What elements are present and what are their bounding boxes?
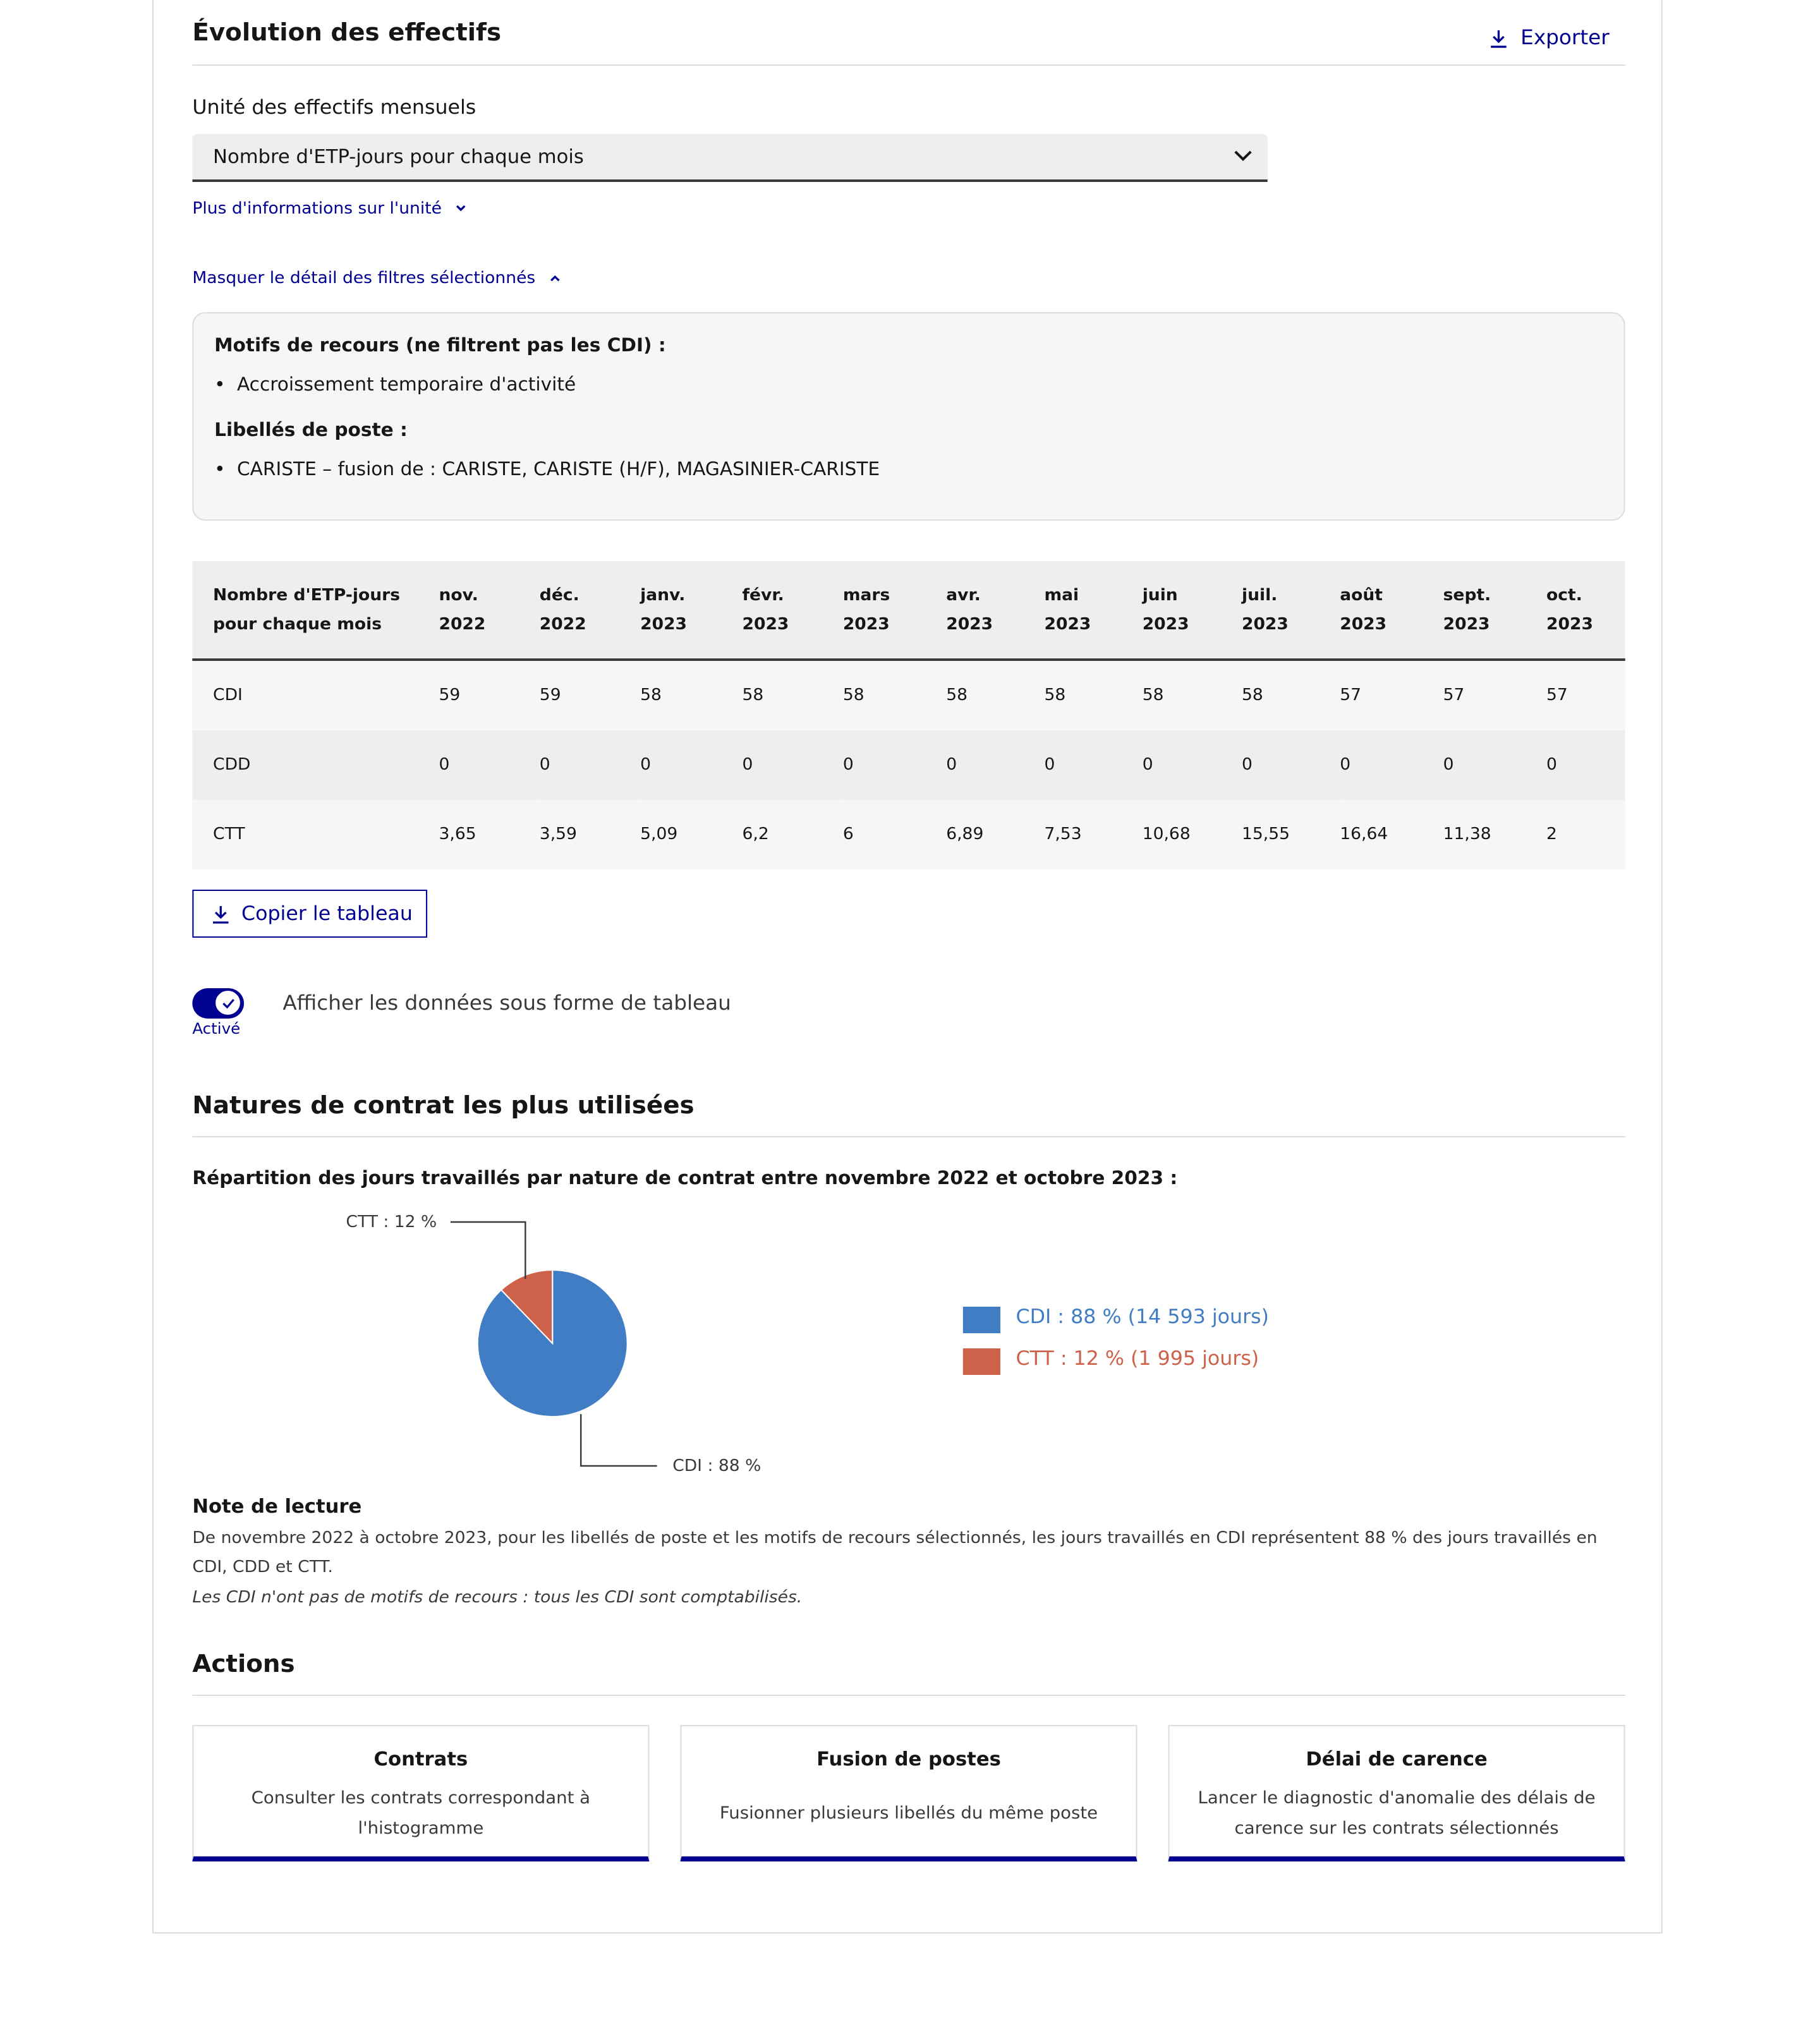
table-cell: 15,55 [1242, 800, 1340, 869]
hide-filters-label: Masquer le détail des filtres sélectionnés [192, 269, 536, 288]
month-label: sept. [1443, 586, 1491, 605]
callout-line-cdi [581, 1414, 657, 1466]
table-cell: 59 [540, 660, 640, 730]
table-cell: 5,09 [640, 800, 742, 869]
table-cell: 0 [540, 730, 640, 800]
table-cell: 0 [843, 730, 946, 800]
month-label: juin [1142, 586, 1178, 605]
table-cell: 58 [1242, 660, 1340, 730]
year-label: 2023 [1340, 615, 1387, 634]
month-label: juil. [1241, 586, 1278, 605]
table-cell: 0 [1546, 730, 1625, 800]
month-label: mai [1044, 586, 1079, 605]
table-cell: 10,68 [1143, 800, 1242, 869]
table-cell: 0 [742, 730, 842, 800]
year-label: 2023 [1241, 615, 1289, 634]
note-italic: Les CDI n'ont pas de motifs de recours : tous les CDI sont comptabilisés. [192, 1588, 803, 1607]
table-cell: 3,59 [540, 800, 640, 869]
year-label: 2023 [1142, 615, 1189, 634]
table-cell: 58 [946, 660, 1044, 730]
year-label: 2023 [742, 615, 789, 634]
filter-postes-title: Libellés de poste : [214, 421, 408, 441]
month-label: nov. [439, 586, 478, 605]
table-cell: 11,38 [1443, 800, 1546, 869]
year-label: 2023 [1443, 615, 1490, 634]
note-text: De novembre 2022 à octobre 2023, pour les libellés de poste et les motifs de recours sélectionnés, les jours travaillés en CDI représentent 88 % des jours travaillés en [192, 1529, 1598, 1548]
filter-poste-item: • CARISTE – fusion de : CARISTE, CARISTE (H/F), MAGASINIER-CARISTE [214, 460, 880, 480]
legend-entry-ctt: CTT : 12 % (1 995 jours) [1016, 1347, 1259, 1370]
section-title-actions: Actions [192, 1650, 295, 1678]
copy-table-label: Copier le tableau [241, 902, 413, 925]
action-card-desc: carence sur les contrats sélectionnés [1234, 1818, 1559, 1839]
month-label: déc. [539, 586, 579, 605]
year-label: 2023 [640, 615, 688, 634]
row-label: CDD [192, 730, 439, 800]
table-cell: 58 [1044, 660, 1142, 730]
table-cell: 58 [843, 660, 946, 730]
legend-swatch-cdi [963, 1307, 1000, 1333]
table-cell: 0 [439, 730, 539, 800]
month-label: janv. [640, 586, 686, 605]
pie-callout-cdi: CDI : 88 % [672, 1457, 761, 1476]
table-cell: 0 [1044, 730, 1142, 800]
table-cell: 0 [640, 730, 742, 800]
section-title-effectifs: Évolution des effectifs [192, 19, 502, 47]
table-cell: 16,64 [1340, 800, 1443, 869]
row-label: CTT [192, 800, 439, 869]
year-label: 2023 [842, 615, 890, 634]
action-card-desc: Lancer le diagnostic d'anomalie des délais de [1198, 1788, 1596, 1808]
table-cell: 3,65 [439, 800, 539, 869]
export-label: Exporter [1520, 25, 1610, 49]
action-card-title: Contrats [373, 1748, 468, 1770]
chart-subtitle: Répartition des jours travaillés par nature de contrat entre novembre 2022 et octobre 2023 : [192, 1169, 1178, 1189]
table-cell: 2 [1546, 800, 1625, 869]
table-cell: 0 [1143, 730, 1242, 800]
table-cell: 58 [742, 660, 842, 730]
legend-entry-cdi: CDI : 88 % (14 593 jours) [1016, 1305, 1269, 1328]
unit-select-value: Nombre d'ETP-jours pour chaque mois [213, 145, 584, 168]
action-card-contrats[interactable] [192, 1725, 649, 1861]
header-label-line: Nombre d'ETP-jours [213, 586, 401, 605]
more-info-label: Plus d'informations sur l'unité [192, 200, 442, 219]
month-label: mars [842, 586, 890, 605]
month-label: août [1340, 586, 1383, 605]
year-label: 2022 [539, 615, 586, 634]
table-cell: 59 [439, 660, 539, 730]
action-card-desc: l'histogramme [358, 1818, 484, 1839]
toggle-state-label: Activé [192, 1020, 241, 1038]
action-card-delai-carence[interactable] [1168, 1725, 1625, 1861]
divider [192, 1695, 1625, 1696]
pie-callout-ctt: CTT : 12 % [346, 1213, 437, 1232]
month-label: févr. [742, 586, 784, 605]
table-cell: 57 [1546, 660, 1625, 730]
header-label-line: pour chaque mois [213, 615, 382, 634]
note-text-continued: CDI, CDD et CTT. [192, 1558, 333, 1577]
action-card-title: Délai de carence [1306, 1748, 1488, 1770]
table-cell: 0 [946, 730, 1044, 800]
table-cell: 57 [1340, 660, 1443, 730]
action-card-desc: Fusionner plusieurs libellés du même poste [719, 1803, 1098, 1824]
year-label: 2023 [1044, 615, 1091, 634]
year-label: 2023 [1546, 615, 1593, 634]
legend-swatch-ctt [963, 1348, 1000, 1375]
table-cell: 58 [1143, 660, 1242, 730]
action-card-title: Fusion de postes [816, 1748, 1001, 1770]
callout-line-ctt [451, 1222, 525, 1279]
toggle-label: Afficher les données sous forme de tableau [282, 991, 731, 1015]
row-label: CDI [192, 660, 439, 730]
unit-label: Unité des effectifs mensuels [192, 96, 476, 119]
table-cell: 0 [1242, 730, 1340, 800]
action-card-desc: Consulter les contrats correspondant à [251, 1788, 591, 1808]
table-cell: 6,89 [946, 800, 1044, 869]
action-card-fusion-postes[interactable] [680, 1725, 1137, 1861]
year-label: 2023 [946, 615, 993, 634]
table-cell: 6,2 [742, 800, 842, 869]
year-label: 2022 [439, 615, 486, 634]
table-cell: 6 [843, 800, 946, 869]
month-label: oct. [1546, 586, 1582, 605]
note-title: Note de lecture [192, 1495, 362, 1518]
table-cell: 0 [1340, 730, 1443, 800]
table-cell: 0 [1443, 730, 1546, 800]
filter-motif-item: • Accroissement temporaire d'activité [214, 375, 576, 396]
filter-motifs-title: Motifs de recours (ne filtrent pas les CDI) : [214, 336, 666, 356]
table-cell: 57 [1443, 660, 1546, 730]
month-label: avr. [946, 586, 981, 605]
section-title-natures: Natures de contrat les plus utilisées [192, 1092, 695, 1120]
table-cell: 7,53 [1044, 800, 1142, 869]
table-cell: 58 [640, 660, 742, 730]
